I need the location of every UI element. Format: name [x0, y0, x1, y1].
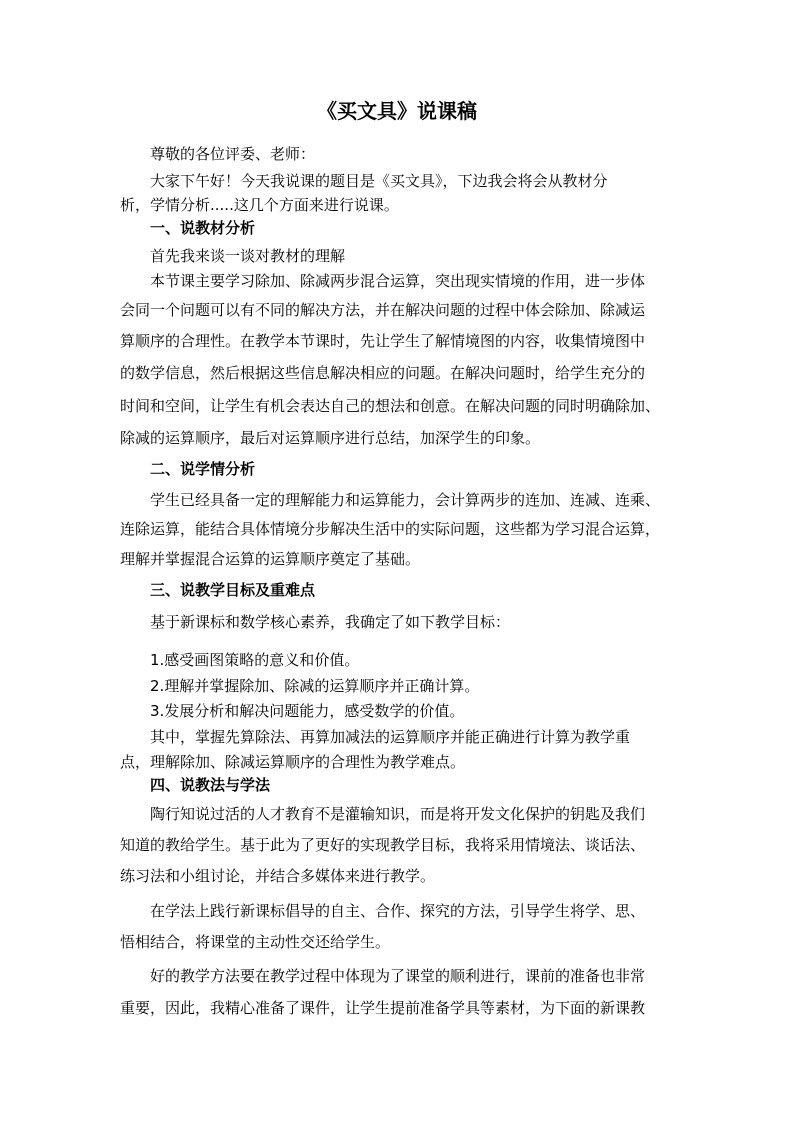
salutation: 尊敬的各位评委、老师： — [150, 145, 316, 163]
section-heading: 一、说教材分析 — [150, 219, 256, 237]
paragraph-line: 析，学情分析.....这几个方面来进行说课。 — [120, 196, 399, 214]
paragraph-line: 点，理解除加、除减运算顺序的合理性为教学难点。 — [120, 753, 466, 771]
paragraph-line: 好的教学方法要在教学过程中体现为了课堂的顺利进行，课前的准备也非常 — [150, 967, 646, 985]
paragraph-line: 时间和空间，让学生有机会表达自己的想法和创意。在解决问题的同时明确除加、 — [120, 397, 661, 415]
paragraph-line: 其中，掌握先算除法、再算加减法的运算顺序并能正确进行计算为教学重 — [150, 728, 631, 746]
paragraph-line: 除减的运算顺序，最后对运算顺序进行总结，加深学生的印象。 — [120, 429, 541, 447]
section-heading: 四、说教法与学法 — [150, 776, 271, 794]
paragraph-line: 连除运算，能结合具体情境分步解决生活中的实际问题，这些都为学习混合运算， — [120, 520, 661, 538]
objective-item: 3.发展分析和解决问题能力，感受数学的价值。 — [150, 702, 465, 720]
document-title: 《买文具》说课稿 — [317, 99, 477, 123]
objective-item: 1.感受画图策略的意义和价值。 — [150, 651, 360, 669]
paragraph-line: 重要，因此，我精心准备了课件，让学生提前准备学具等素材，为下面的新课教 — [120, 999, 646, 1017]
section-heading: 三、说教学目标及重难点 — [150, 581, 316, 599]
paragraph-line: 学生已经具备一定的理解能力和运算能力，会计算两步的连加、连减、连乘、 — [150, 491, 661, 509]
paragraph-line: 大家下午好！今天我说课的题目是《买文具》，下边我会将会从教材分 — [150, 172, 608, 190]
section-heading: 二、说学情分析 — [150, 460, 256, 478]
objective-item: 2.理解并掌握除加、除减的运算顺序并正确计算。 — [150, 677, 480, 695]
paragraph-line: 首先我来谈一谈对教材的理解 — [150, 247, 346, 265]
paragraph-line: 练习法和小组讨论，并结合多媒体来进行教学。 — [120, 867, 436, 885]
paragraph-line: 基于新课标和数学核心素养，我确定了如下教学目标： — [150, 613, 511, 631]
paragraph-line: 理解并掌握混合运算的运算顺序奠定了基础。 — [120, 550, 421, 568]
paragraph-line: 陶行知说过活的人才教育不是灌输知识，而是将开发文化保护的钥匙及我们 — [150, 805, 646, 823]
paragraph-line: 本节课主要学习除加、除减两步混合运算，突出现实情境的作用，进一步体 — [150, 272, 646, 290]
paragraph-line: 在学法上践行新课标倡导的自主、合作、探究的方法，引导学生将学、思、 — [150, 902, 646, 920]
paragraph-line: 的数学信息，然后根据这些信息解决相应的问题。在解决问题时，给学生充分的 — [120, 364, 646, 382]
paragraph-line: 会同一个问题可以有不同的解决方法，并在解决问题的过程中体会除加、除减运 — [120, 301, 646, 319]
paragraph-line: 知道的教给学生。基于此为了更好的实现教学目标，我将采用情境法、谈话法、 — [120, 836, 646, 854]
paragraph-line: 算顺序的合理性。在教学本节课时，先让学生了解情境图的内容，收集情境图中 — [120, 332, 646, 350]
paragraph-line: 悟相结合，将课堂的主动性交还给学生。 — [120, 933, 391, 951]
